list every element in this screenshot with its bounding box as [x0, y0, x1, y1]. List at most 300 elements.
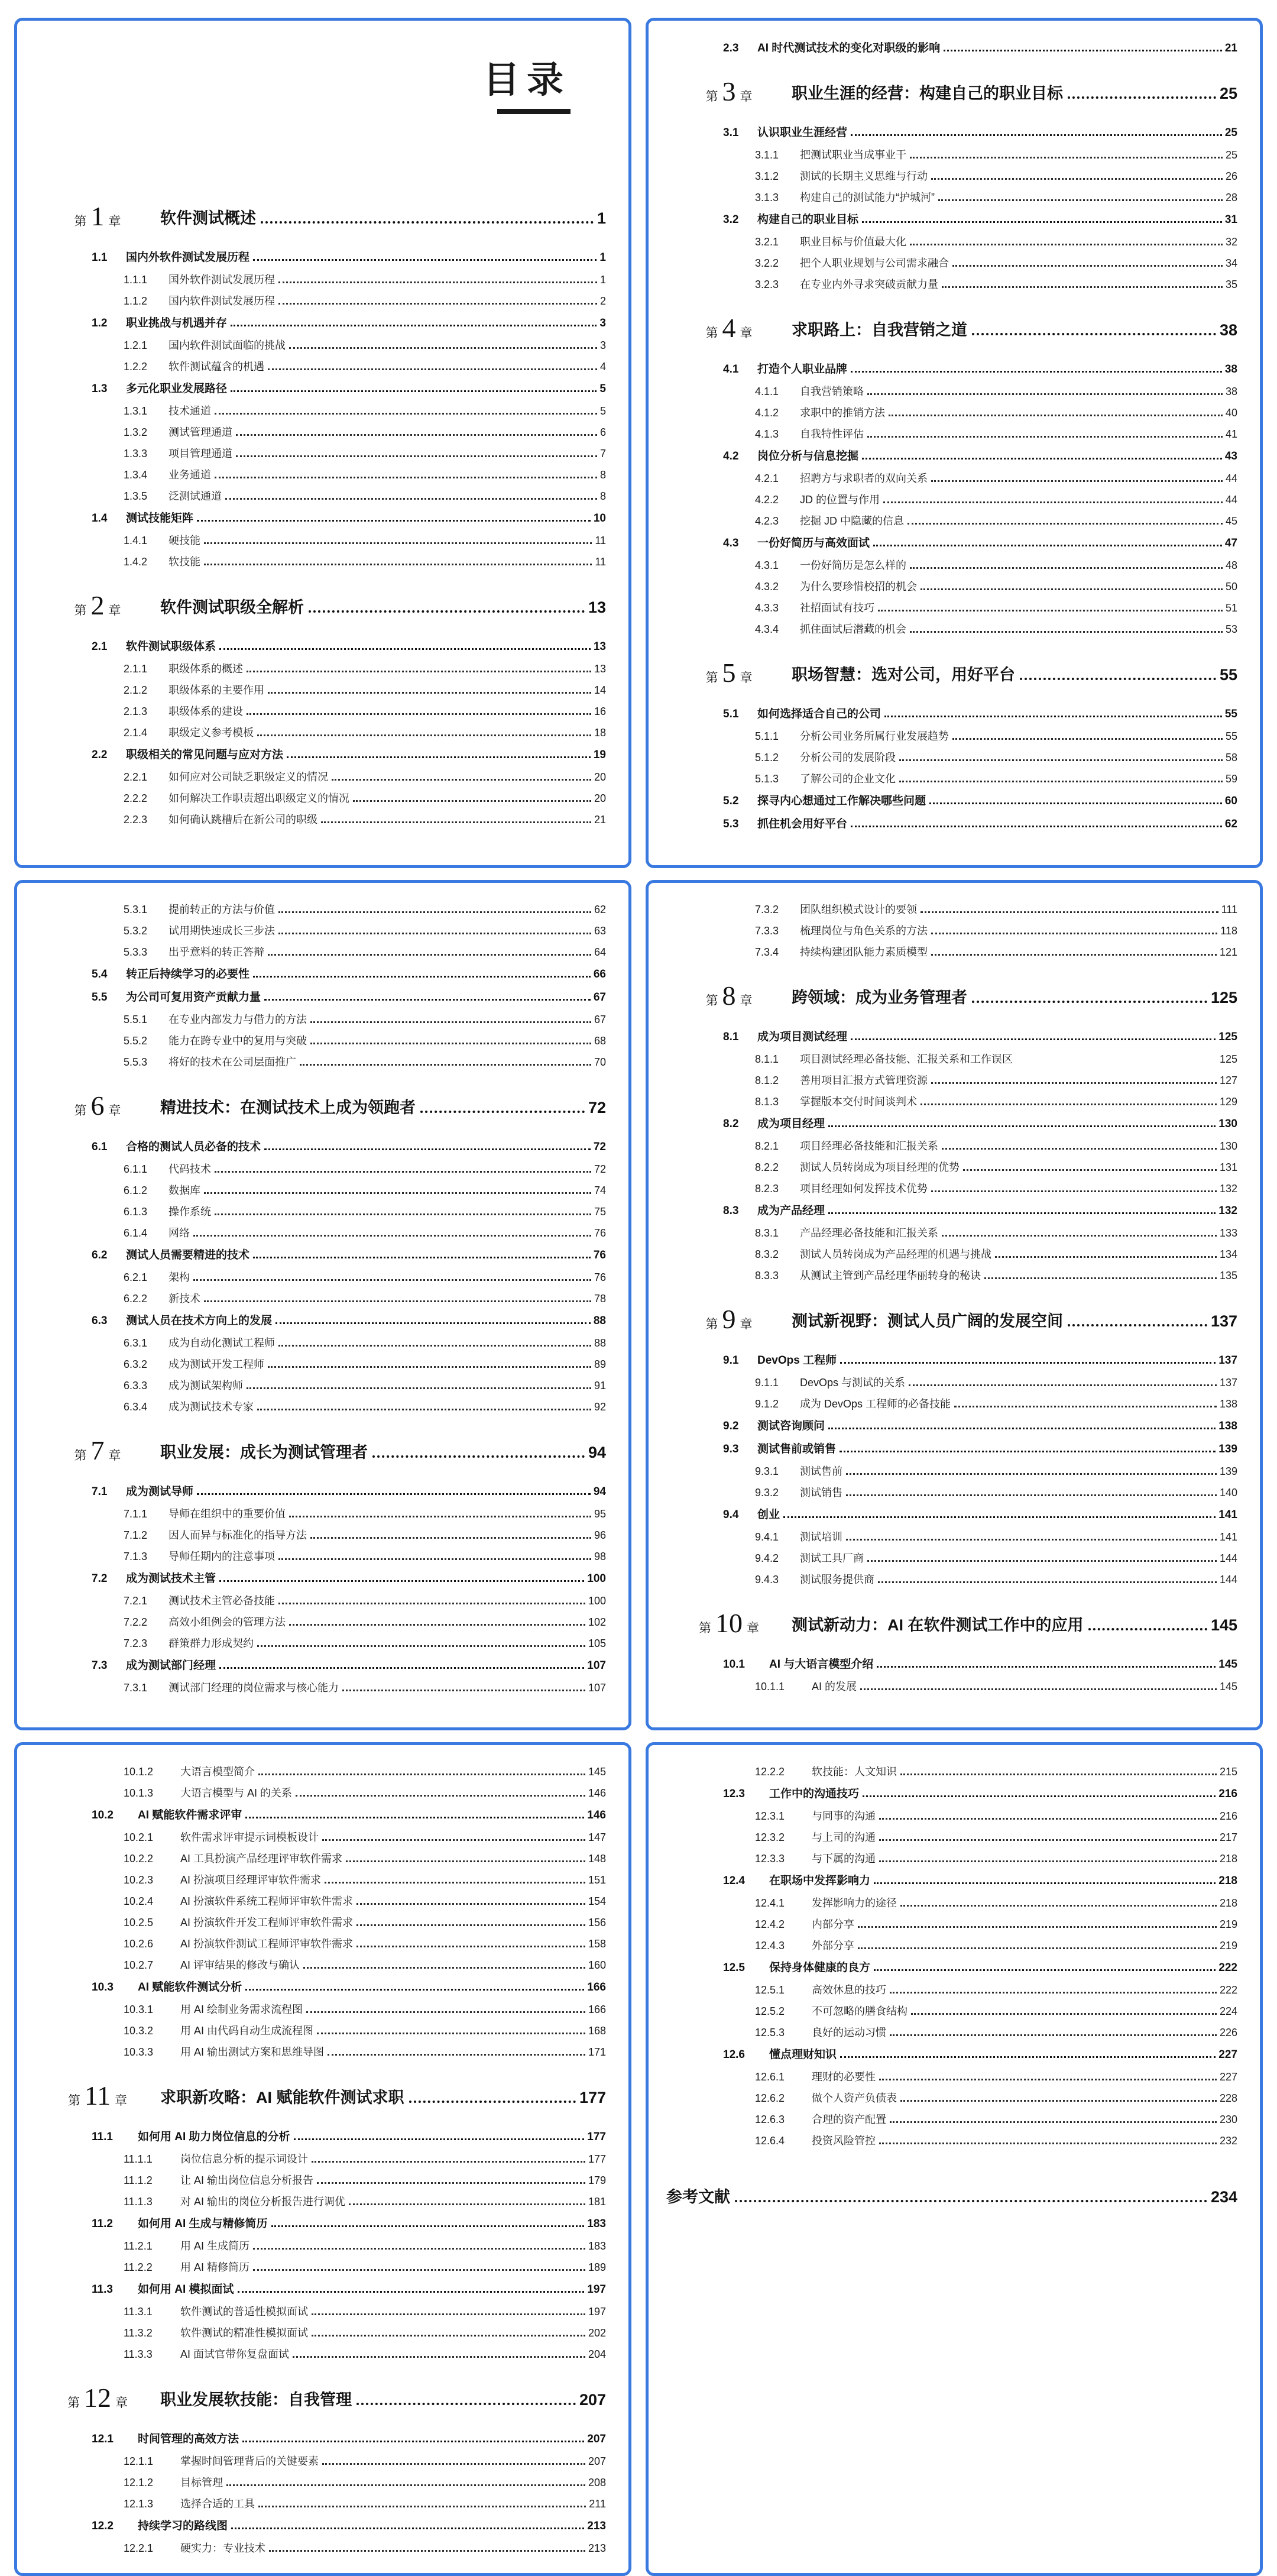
toc-subsection-entry[interactable]	[35, 2471, 606, 2493]
page-number: 218	[1218, 1875, 1237, 1887]
toc-subsection-entry[interactable]	[35, 2343, 606, 2364]
toc-section-entry[interactable]	[666, 1199, 1237, 1221]
book-page-preview[interactable]	[646, 880, 1263, 1730]
toc-section-entry[interactable]	[35, 2125, 606, 2147]
toc-section-entry[interactable]	[666, 36, 1237, 58]
page-number: 100	[587, 1572, 606, 1585]
toc-subsection-entry[interactable]	[666, 231, 1237, 252]
toc-section-entry[interactable]	[666, 357, 1237, 379]
toc-subsection-entry[interactable]	[35, 1826, 606, 1847]
toc-section-entry[interactable]	[666, 1503, 1237, 1525]
toc-subsection-entry[interactable]	[35, 485, 606, 506]
toc-subsection-entry[interactable]	[35, 920, 606, 941]
subsection-title: 职级体系的概述	[168, 663, 243, 675]
page-number: 67	[594, 1014, 606, 1025]
toc-section-entry[interactable]	[666, 1956, 1237, 1978]
page-number: 20	[594, 771, 606, 784]
chapter-suffix-label: 章	[740, 326, 753, 340]
toc-subsection-entry[interactable]	[35, 1911, 606, 1933]
toc-subsection-entry[interactable]	[666, 1547, 1237, 1568]
toc-subsection-entry[interactable]	[666, 1979, 1237, 2000]
subsection-number: 9.4.1	[755, 1531, 779, 1543]
toc-subsection-entry[interactable]	[666, 618, 1237, 639]
toc-subsection-entry[interactable]	[35, 1353, 606, 1374]
subsection-title: 职级体系的建设	[168, 706, 243, 718]
page-number: 207	[588, 2455, 606, 2467]
toc-subsection-entry[interactable]	[35, 1890, 606, 1911]
page-number: 96	[594, 1529, 606, 1541]
section-number: 4.2	[723, 450, 739, 462]
toc-section-entry[interactable]	[35, 1309, 606, 1331]
subsection-number: 9.4.2	[755, 1552, 779, 1564]
toc-section-entry[interactable]	[666, 121, 1237, 143]
chapter-prefix-label: 第	[705, 326, 718, 340]
toc-subsection-entry[interactable]	[666, 252, 1237, 273]
toc-section-entry[interactable]	[35, 962, 606, 984]
chapter-body	[792, 985, 1237, 1008]
toc-subsection-entry[interactable]	[666, 1135, 1237, 1156]
leader-dots	[783, 1516, 1216, 1518]
toc-subsection-entry[interactable]	[35, 2537, 606, 2558]
toc-subsection-entry[interactable]	[35, 1287, 606, 1309]
toc-subsection-entry[interactable]	[35, 2169, 606, 2190]
toc-subsection-entry[interactable]	[35, 1030, 606, 1051]
subsection-title: 国内软件测试面临的挑战	[168, 339, 286, 352]
toc-reference-entry[interactable]	[666, 2184, 1237, 2207]
toc-subsection-entry[interactable]	[35, 1632, 606, 1653]
chapter-body	[160, 205, 606, 228]
page-number: 68	[594, 1035, 606, 1047]
leader-dots	[879, 1818, 1217, 1820]
leader-dots	[238, 2291, 585, 2293]
section-title: 成为项目测试经理	[757, 1031, 848, 1043]
chapter-body	[160, 1095, 606, 1118]
toc-section-entry[interactable]	[35, 2514, 606, 2536]
section-number: 12.1	[92, 2433, 114, 2445]
toc-subsection-entry[interactable]	[35, 2450, 606, 2471]
subsection-title: 国外软件测试发展历程	[168, 274, 275, 286]
book-page-preview[interactable]	[646, 18, 1263, 868]
toc-subsection-entry[interactable]	[35, 2020, 606, 2041]
subsection-title: 用 AI 绘制业务需求流程图	[180, 2004, 303, 2015]
subsection-number: 11.1.1	[124, 2153, 153, 2165]
toc-subsection-entry[interactable]	[666, 467, 1237, 488]
page-number: 8	[599, 490, 606, 503]
section-number: 6.2	[92, 1249, 108, 1261]
subsection-title: 团队组织模式设计的要领	[800, 904, 917, 915]
toc-subsection-entry[interactable]	[35, 1677, 606, 1698]
toc-chapter-entry[interactable]	[666, 315, 1237, 342]
toc-subsection-entry[interactable]	[666, 1048, 1237, 1069]
toc-chapter-entry[interactable]	[666, 659, 1237, 687]
toc-section-entry[interactable]	[666, 1869, 1237, 1891]
toc-subsection-entry[interactable]	[666, 1934, 1237, 1956]
section-number: 6.3	[92, 1315, 108, 1327]
toc-subsection-entry[interactable]	[35, 1847, 606, 1869]
chapter-marker	[35, 2384, 160, 2412]
page-number: 224	[1219, 2005, 1237, 2017]
toc-section-entry[interactable]	[35, 506, 606, 528]
toc-subsection-entry[interactable]	[35, 1545, 606, 1567]
toc-subsection-entry[interactable]	[35, 1008, 606, 1030]
toc-chapter-entry[interactable]	[666, 982, 1237, 1009]
toc-subsection-entry[interactable]	[35, 2256, 606, 2277]
leader-dots	[840, 2056, 1216, 2058]
toc-subsection-entry[interactable]	[666, 725, 1237, 746]
toc-section-entry[interactable]	[35, 985, 606, 1007]
toc-section-entry[interactable]	[35, 245, 606, 267]
page-number: 134	[1219, 1248, 1237, 1260]
toc-subsection-entry[interactable]	[35, 442, 606, 464]
toc-section-entry[interactable]	[666, 1025, 1237, 1047]
subsection-number: 4.1.2	[755, 407, 779, 419]
toc-subsection-entry[interactable]	[666, 380, 1237, 402]
toc-subsection-entry[interactable]	[35, 658, 606, 679]
toc-subsection-entry[interactable]	[35, 941, 606, 962]
toc-subsection-entry[interactable]	[666, 423, 1237, 444]
toc-subsection-entry[interactable]	[35, 1503, 606, 1524]
page-number: 38	[1224, 363, 1237, 376]
toc-subsection-entry[interactable]	[666, 2066, 1237, 2087]
subsection-title: 用 AI 由代码自动生成流程图	[180, 2025, 314, 2037]
subsection-number: 1.1.1	[124, 274, 148, 286]
leader-dots	[942, 1235, 1217, 1237]
toc-subsection-entry[interactable]	[35, 421, 606, 442]
page-number: 197	[587, 2283, 606, 2296]
subsection-number: 4.3.3	[755, 602, 779, 614]
book-page-preview[interactable]	[646, 1742, 1263, 2576]
subsection-title: DevOps 与测试的关系	[800, 1377, 906, 1389]
subsection-title: 大语言模型简介	[180, 1766, 255, 1778]
toc-subsection-entry[interactable]	[35, 1051, 606, 1072]
leader-dots	[899, 781, 1223, 782]
leader-dots	[276, 1322, 591, 1324]
leader-dots	[231, 325, 597, 326]
page-number: 228	[1219, 2092, 1237, 2104]
page-number: 218	[1219, 1897, 1237, 1909]
toc-subsection-entry[interactable]	[666, 920, 1237, 941]
chapter-suffix-label: 章	[747, 1622, 759, 1635]
page-number: 13	[588, 598, 606, 616]
leader-dots	[889, 415, 1223, 416]
toc-subsection-entry[interactable]	[35, 1396, 606, 1417]
toc-section-entry[interactable]	[35, 635, 606, 656]
leader-dots	[219, 648, 591, 650]
toc-subsection-entry[interactable]	[666, 1526, 1237, 1547]
page-number: 4	[599, 361, 606, 373]
toc-subsection-entry[interactable]	[666, 1675, 1237, 1697]
toc-section-entry[interactable]	[666, 1348, 1237, 1370]
toc-subsection-entry[interactable]	[35, 1954, 606, 1975]
leader-dots	[197, 520, 591, 522]
toc-subsection-entry[interactable]	[35, 808, 606, 830]
toc-subsection-entry[interactable]	[666, 2000, 1237, 2021]
subsection-title: 能力在跨专业中的复用与突破	[168, 1035, 307, 1047]
toc-subsection-entry[interactable]	[35, 2041, 606, 2062]
toc-subsection-entry[interactable]	[35, 1611, 606, 1632]
toc-subsection-entry[interactable]	[666, 402, 1237, 423]
toc-subsection-entry[interactable]	[35, 1933, 606, 1954]
subsection-title: 泛测试通道	[168, 490, 222, 503]
toc-subsection-entry[interactable]	[35, 1200, 606, 1222]
toc-subsection-entry[interactable]	[666, 1761, 1237, 1782]
subsection-number: 12.6.2	[755, 2092, 785, 2104]
leader-dots	[219, 1580, 584, 1582]
page-content	[666, 898, 1237, 1717]
toc-subsection-entry[interactable]	[35, 551, 606, 572]
toc-section-entry[interactable]	[35, 1480, 606, 1501]
toc-subsection-entry[interactable]	[666, 2021, 1237, 2043]
toc-subsection-entry[interactable]	[35, 2300, 606, 2322]
section-number: 11.2	[92, 2218, 113, 2230]
book-page-preview[interactable]	[14, 880, 631, 1730]
subsection-number: 4.1.3	[755, 428, 779, 440]
toc-section-entry[interactable]	[35, 2212, 606, 2234]
toc-subsection-entry[interactable]	[666, 1892, 1237, 1913]
toc-subsection-entry[interactable]	[35, 1266, 606, 1287]
subsection-title: 代码技术	[168, 1163, 211, 1175]
toc-subsection-entry[interactable]	[35, 1782, 606, 1803]
subsection-title: 用 AI 生成简历	[180, 2240, 250, 2252]
toc-subsection-entry[interactable]	[666, 1913, 1237, 1934]
toc-subsection-entry[interactable]	[666, 2130, 1237, 2151]
page-number: 230	[1219, 2114, 1237, 2125]
toc-section-entry[interactable]	[35, 2277, 606, 2299]
toc-section-entry[interactable]	[35, 311, 606, 333]
leader-dots	[878, 610, 1223, 611]
page-number: 139	[1219, 1465, 1237, 1477]
toc-subsection-entry[interactable]	[35, 766, 606, 787]
toc-subsection-entry[interactable]	[35, 2190, 606, 2212]
toc-chapter-entry[interactable]	[35, 592, 606, 619]
toc-chapter-entry[interactable]	[35, 1092, 606, 1119]
toc-chapter-entry[interactable]	[35, 1437, 606, 1464]
toc-section-entry[interactable]	[35, 1135, 606, 1157]
chapter-body	[792, 662, 1237, 685]
section-number: 12.6	[723, 2048, 745, 2061]
toc-subsection-entry[interactable]	[666, 510, 1237, 531]
toc-chapter-entry[interactable]	[666, 78, 1237, 105]
subsection-number: 9.3.2	[755, 1487, 779, 1499]
toc-section-entry[interactable]	[666, 1112, 1237, 1134]
toc-subsection-entry[interactable]	[35, 464, 606, 485]
section-number: 10.3	[92, 1981, 114, 1994]
chapter-number: 8	[722, 980, 736, 1011]
toc-subsection-entry[interactable]	[35, 1761, 606, 1782]
toc-subsection-entry[interactable]	[666, 575, 1237, 597]
toc-subsection-entry[interactable]	[666, 1393, 1237, 1414]
subsection-number: 1.4.1	[124, 535, 148, 547]
page-number: 28	[1225, 192, 1237, 203]
leader-dots	[215, 1213, 591, 1215]
chapter-suffix-label: 章	[115, 2094, 128, 2108]
toc-subsection-entry[interactable]	[35, 1590, 606, 1611]
subsection-title: 招聘方与求职者的双向关系	[800, 473, 928, 484]
toc-subsection-entry[interactable]	[666, 1090, 1237, 1112]
leader-dots	[293, 2356, 585, 2358]
toc-subsection-entry[interactable]	[666, 2087, 1237, 2108]
toc-subsection-entry[interactable]	[35, 2493, 606, 2514]
toc-subsection-entry[interactable]	[666, 1156, 1237, 1177]
toc-subsection-entry[interactable]	[35, 334, 606, 355]
toc-section-entry[interactable]	[666, 1414, 1237, 1436]
leader-dots	[247, 671, 591, 672]
chapter-marker	[35, 203, 160, 230]
toc-chapter-entry[interactable]	[35, 2384, 606, 2412]
toc-subsection-entry[interactable]	[35, 1374, 606, 1396]
toc-chapter-entry[interactable]	[35, 203, 606, 230]
subsection-number: 1.3.4	[124, 469, 148, 481]
toc-section-entry[interactable]	[666, 531, 1237, 553]
subsection-title: 业务通道	[168, 469, 211, 481]
toc-section-entry[interactable]	[35, 743, 606, 765]
book-page-preview[interactable]	[14, 1742, 631, 2576]
toc-subsection-entry[interactable]	[666, 1460, 1237, 1481]
leader-dots	[874, 1969, 1216, 1971]
toc-section-entry[interactable]	[666, 1437, 1237, 1459]
subsection-title: 与同事的沟通	[812, 1810, 876, 1822]
page-number: 67	[593, 991, 606, 1004]
chapter-title: 职业生涯的经营：构建自己的职业目标	[792, 84, 1063, 102]
toc-section-entry[interactable]	[666, 2043, 1237, 2064]
toc-subsection-entry[interactable]	[35, 529, 606, 551]
leader-dots	[972, 333, 1216, 335]
toc-subsection-entry[interactable]	[35, 1179, 606, 1200]
toc-subsection-entry[interactable]	[35, 787, 606, 808]
toc-chapter-entry[interactable]	[35, 2082, 606, 2109]
toc-section-entry[interactable]	[666, 702, 1237, 724]
chapter-title: 职业发展：成长为测试管理者	[160, 1443, 368, 1461]
toc-subsection-entry[interactable]	[666, 898, 1237, 920]
page-number: 171	[588, 2046, 606, 2058]
toc-subsection-entry[interactable]	[35, 1524, 606, 1545]
toc-section-entry[interactable]	[35, 1803, 606, 1825]
toc-subsection-entry[interactable]	[666, 768, 1237, 789]
toc-subsection-entry[interactable]	[666, 1177, 1237, 1199]
toc-subsection-entry[interactable]	[35, 1998, 606, 2020]
toc-section-entry[interactable]	[35, 1243, 606, 1265]
subsection-number: 6.1.4	[124, 1227, 148, 1239]
toc-subsection-entry[interactable]	[35, 1158, 606, 1179]
toc-section-entry[interactable]	[666, 789, 1237, 811]
toc-section-entry[interactable]	[35, 2427, 606, 2449]
toc-section-entry[interactable]	[35, 1653, 606, 1675]
leader-dots	[851, 826, 1222, 827]
toc-subsection-entry[interactable]	[666, 554, 1237, 575]
toc-subsection-entry[interactable]	[35, 290, 606, 311]
section-title: 成为产品经理	[757, 1205, 825, 1217]
toc-subsection-entry[interactable]	[666, 1222, 1237, 1243]
leader-dots	[322, 1839, 585, 1841]
toc-subsection-entry[interactable]	[666, 144, 1237, 165]
toc-section-entry[interactable]	[35, 1975, 606, 1997]
leader-dots	[204, 1192, 591, 1194]
toc-subsection-entry[interactable]	[666, 165, 1237, 186]
toc-section-entry[interactable]	[666, 1652, 1237, 1674]
page-number: 88	[594, 1337, 606, 1349]
toc-subsection-entry[interactable]	[666, 1568, 1237, 1590]
toc-subsection-entry[interactable]	[666, 1826, 1237, 1847]
page-number: 53	[1225, 623, 1237, 635]
toc-subsection-entry[interactable]	[35, 1332, 606, 1353]
page-number: 168	[588, 2025, 606, 2037]
section-title: 软件测试职级体系	[126, 640, 216, 653]
toc-subsection-entry[interactable]	[666, 273, 1237, 295]
page-content	[35, 36, 606, 855]
toc-section-entry[interactable]	[35, 377, 606, 399]
toc-subsection-entry[interactable]	[35, 2148, 606, 2169]
toc-subsection-entry[interactable]	[666, 2108, 1237, 2130]
subsection-title: 项目经理如何发挥技术优势	[800, 1183, 928, 1195]
section-number: 7.3	[92, 1659, 108, 1672]
toc-section-entry[interactable]	[666, 444, 1237, 466]
subsection-title: 出乎意料的转正答辩	[168, 946, 264, 958]
toc-chapter-entry[interactable]	[666, 1306, 1237, 1333]
subsection-title: 了解公司的企业文化	[800, 773, 896, 785]
subsection-title: AI 的发展	[812, 1681, 857, 1692]
section-title: 持续学习的路线图	[138, 2520, 228, 2532]
leader-dots	[289, 1516, 591, 1517]
page-number: 72	[593, 1141, 606, 1153]
leader-dots	[828, 1212, 1216, 1214]
subsection-number: 7.1.3	[124, 1551, 148, 1562]
leader-dots	[253, 1257, 591, 1258]
toc-subsection-entry[interactable]	[35, 355, 606, 377]
toc-subsection-entry[interactable]	[35, 898, 606, 920]
toc-subsection-entry[interactable]	[35, 679, 606, 700]
book-page-preview[interactable]	[14, 18, 631, 868]
leader-dots	[862, 221, 1222, 223]
toc-subsection-entry[interactable]	[666, 488, 1237, 510]
toc-subsection-entry[interactable]	[666, 1243, 1237, 1264]
toc-subsection-entry[interactable]	[35, 1869, 606, 1890]
page-number: 11	[595, 535, 606, 547]
toc-section-entry[interactable]	[666, 812, 1237, 834]
toc-subsection-entry[interactable]	[35, 721, 606, 743]
chapter-number: 5	[722, 658, 736, 688]
subsection-number: 6.3.4	[124, 1401, 148, 1413]
toc-subsection-entry[interactable]	[35, 268, 606, 290]
toc-subsection-entry[interactable]	[35, 1222, 606, 1243]
page-number: 55	[1225, 730, 1237, 742]
toc-subsection-entry[interactable]	[35, 700, 606, 721]
toc-subsection-entry[interactable]	[666, 1847, 1237, 1869]
page-number: 7	[599, 448, 606, 460]
toc-subsection-entry[interactable]	[666, 597, 1237, 618]
subsection-title: 职业目标与价值最大化	[800, 236, 906, 248]
toc-subsection-entry[interactable]	[666, 1805, 1237, 1826]
toc-subsection-entry[interactable]	[666, 1371, 1237, 1393]
toc-subsection-entry[interactable]	[35, 2322, 606, 2343]
leader-dots	[268, 368, 597, 370]
subsection-title: AI 工具扮演产品经理评审软件需求	[180, 1853, 343, 1865]
toc-section-entry[interactable]	[666, 1782, 1237, 1804]
toc-subsection-entry[interactable]	[666, 746, 1237, 768]
toc-subsection-entry[interactable]	[666, 186, 1237, 208]
toc-section-entry[interactable]	[35, 1567, 606, 1588]
leader-dots	[258, 1774, 585, 1775]
toc-subsection-entry[interactable]	[35, 400, 606, 421]
toc-section-entry[interactable]	[666, 208, 1237, 229]
toc-subsection-entry[interactable]	[35, 2235, 606, 2256]
toc-chapter-entry[interactable]	[666, 1610, 1237, 1637]
toc-subsection-entry[interactable]	[666, 1264, 1237, 1286]
page-number: 100	[588, 1595, 606, 1607]
toc-subsection-entry[interactable]	[666, 1481, 1237, 1503]
toc-subsection-entry[interactable]	[666, 941, 1237, 962]
page-number: 154	[588, 1895, 606, 1907]
toc-subsection-entry[interactable]	[666, 1069, 1237, 1090]
